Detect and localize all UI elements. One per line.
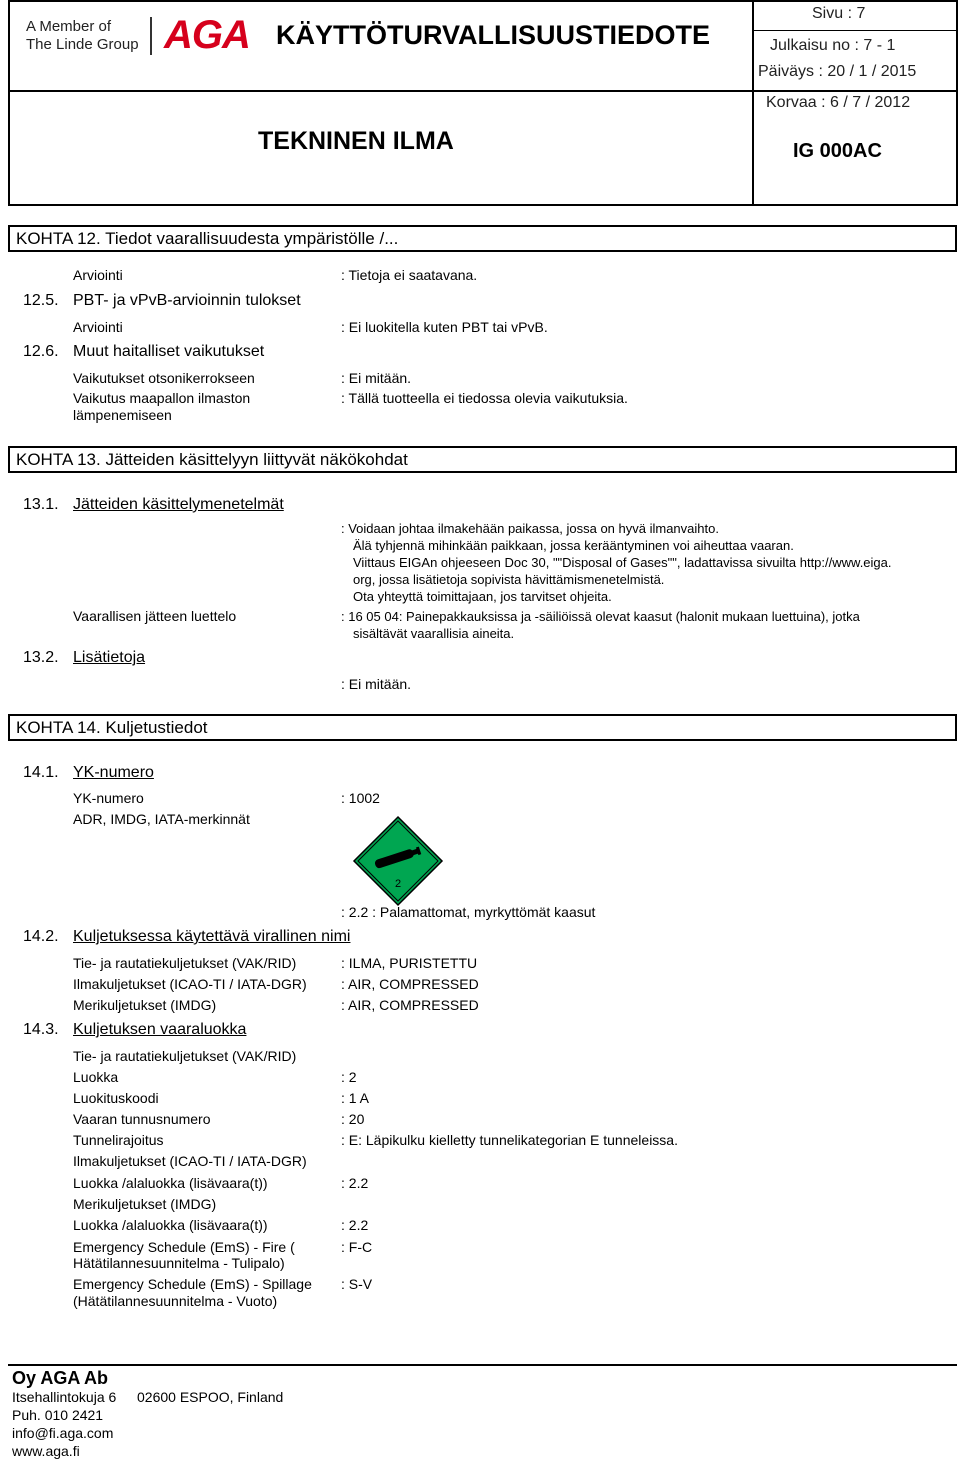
other-effects-title: Muut haitalliset vaikutukset [73, 343, 265, 360]
arviointi-label: Arviointi [73, 267, 123, 283]
ems-spill-label-line-1: Emergency Schedule (EmS) - Spillage [73, 1276, 312, 1292]
footer-city: 02600 ESPOO, Finland [137, 1389, 284, 1405]
footer-email: info@fi.aga.com [12, 1425, 114, 1441]
header-divider-row [8, 90, 958, 92]
pbt-number: 12.5. [23, 292, 59, 309]
waste-list-value-line-2: sisältävät vaarallisia aineita. [353, 626, 515, 641]
logo-member-text [26, 18, 139, 54]
hazard-class-section-number: 14.3. [23, 1021, 59, 1038]
ozone-value: : Ei mitään. [341, 370, 412, 386]
adr-label: ADR, IMDG, IATA-merkinnät [73, 811, 250, 827]
extra-info-number: 13.2. [23, 649, 59, 666]
footer-web: www.aga.fi [12, 1443, 80, 1459]
arviointi-label-2: Arviointi [73, 319, 123, 335]
waste-methods-line-2: Älä tyhjennä mihinkään paikkaan, jossa kerääntyminen voi aiheuttaa vaaran. [353, 538, 794, 553]
shipping-name-row-label: Tie- ja rautatiekuljetukset (VAK/RID) [73, 955, 297, 971]
warming-label-line-1: Vaikutus maapallon ilmaston [73, 390, 251, 406]
class-row-label: Luokituskoodi [73, 1090, 159, 1106]
class-row-label: Luokka /alaluokka (lisävaara(t)) [73, 1217, 268, 1233]
product-name: TEKNINEN ILMA [258, 127, 454, 155]
other-effects-number: 12.6. [23, 343, 59, 360]
hazard-class-value: : 2.2 : Palamattomat, myrkyttömät kaasut [341, 904, 596, 920]
shipping-name-row-label: Ilmakuljetukset (ICAO-TI / IATA-DGR) [73, 976, 307, 992]
ozone-label: Vaikutukset otsonikerrokseen [73, 370, 255, 386]
header-rule-page [754, 30, 957, 31]
document-title: KÄYTTÖTURVALLISUUSTIEDOTE [276, 20, 711, 50]
un-number-section-number: 14.1. [23, 764, 59, 781]
shipping-name-row-value: : AIR, COMPRESSED [341, 976, 479, 992]
ems-fire-label-line-2: Hätätilannesuunnitelma - Tulipalo) [73, 1255, 285, 1271]
shipping-name-row-value: : AIR, COMPRESSED [341, 997, 479, 1013]
arviointi-value: : Tietoja ei saatavana. [341, 267, 478, 283]
waste-methods-line-3: Viittaus EIGAn ohjeeseen Doc 30, ""Disposal of Gases"", ladattavissa sivuilta http://www.eiga. [353, 555, 892, 570]
aga-logo: AGA [164, 13, 250, 57]
class-row-value: : 1 A [341, 1090, 370, 1106]
ems-spill-value: : S-V [341, 1276, 373, 1292]
ems-fire-value: : F-C [341, 1239, 373, 1255]
un-number-label: YK-numero [73, 790, 144, 806]
footer-street: Itsehallintokuja 6 [12, 1389, 117, 1405]
hazard-class-section-title: Kuljetuksen vaaraluokka [73, 1021, 247, 1038]
shipping-name-row-label: Merikuljetukset (IMDG) [73, 997, 217, 1013]
class-row-label: Tie- ja rautatiekuljetukset (VAK/RID) [73, 1048, 297, 1064]
waste-methods-line-5: Ota yhteyttä toimittajaan, jos tarvitset ohjeita. [353, 589, 612, 604]
ems-fire-label-line-1: Emergency Schedule (EmS) - Fire ( [73, 1239, 295, 1255]
class-row-label: Tunnelirajoitus [73, 1132, 164, 1148]
arviointi-value-2: : Ei luokitella kuten PBT tai vPvB. [341, 319, 548, 335]
waste-list-label: Vaarallisen jätteen luettelo [73, 608, 237, 624]
waste-methods-line-1: : Voidaan johtaa ilmakehään paikassa, jossa on hyvä ilmanvaihto. [341, 521, 719, 536]
product-code: IG 000AC [793, 140, 882, 162]
logo-separator [150, 17, 152, 55]
class-row-value: : 2.2 [341, 1175, 369, 1191]
un-number-value: : 1002 [341, 790, 380, 806]
class-row-label: Luokka [73, 1069, 119, 1085]
class-row-value: : 2 [341, 1069, 357, 1085]
issue-number: Julkaisu no : 7 - 1 [770, 37, 896, 54]
section-13-title: KOHTA 13. Jätteiden käsittelyyn liittyvät näkökohdat [16, 450, 408, 469]
footer-rule [8, 1364, 957, 1366]
warming-value: : Tällä tuotteella ei tiedossa olevia vaikutuksia. [341, 390, 628, 406]
class-row-value: : 20 [341, 1111, 365, 1127]
waste-methods-line-4: org, jossa lisätietoja sopivista hävittämismenetelmistä. [353, 572, 665, 587]
shipping-name-number: 14.2. [23, 928, 59, 945]
extra-info-value: : Ei mitään. [341, 676, 412, 692]
section-14-title: KOHTA 14. Kuljetustiedot [16, 718, 208, 737]
section-12-title: KOHTA 12. Tiedot vaarallisuudesta ympäristölle /... [16, 229, 399, 248]
warming-label-line-2: lämpenemiseen [73, 407, 172, 423]
ems-spill-label-line-2: (Hätätilannesuunnitelma - Vuoto) [73, 1293, 278, 1309]
logo-line-1: A Member of [26, 18, 112, 35]
gas-cylinder-hazard-diamond-icon [352, 815, 444, 907]
class-row-label: Ilmakuljetukset (ICAO-TI / IATA-DGR) [73, 1153, 307, 1169]
class-row-value: : 2.2 [341, 1217, 369, 1233]
footer-phone: Puh. 010 2421 [12, 1407, 104, 1423]
logo-line-2: The Linde Group [26, 36, 139, 53]
footer-company: Oy AGA Ab [12, 1368, 109, 1388]
waste-list-value-line-1: : 16 05 04: Painepakkauksissa ja -säiliöissä olevat kaasut (halonit mukaan luettuina), jotka [341, 609, 860, 624]
shipping-name-row-value: : ILMA, PURISTETTU [341, 955, 478, 971]
replaces-date: Korvaa : 6 / 7 / 2012 [766, 94, 911, 111]
shipping-name-title: Kuljetuksessa käytettävä virallinen nimi [73, 928, 351, 945]
class-row-label: Vaaran tunnusnumero [73, 1111, 211, 1127]
waste-methods-title: Jätteiden käsittelymenetelmät [73, 496, 284, 513]
diamond-class-number: 2 [394, 878, 402, 890]
class-row-label: Merikuljetukset (IMDG) [73, 1196, 217, 1212]
pbt-title: PBT- ja vPvB-arvioinnin tulokset [73, 292, 301, 309]
class-row-label: Luokka /alaluokka (lisävaara(t)) [73, 1175, 268, 1191]
waste-methods-number: 13.1. [23, 496, 59, 513]
page-number: Sivu : 7 [812, 5, 866, 22]
extra-info-title: Lisätietoja [73, 649, 146, 666]
un-number-section-title: YK-numero [73, 764, 154, 781]
class-row-value: : E: Läpikulku kielletty tunnelikategorian E tunneleissa. [341, 1132, 678, 1148]
issue-date: Päiväys : 20 / 1 / 2015 [758, 63, 917, 80]
